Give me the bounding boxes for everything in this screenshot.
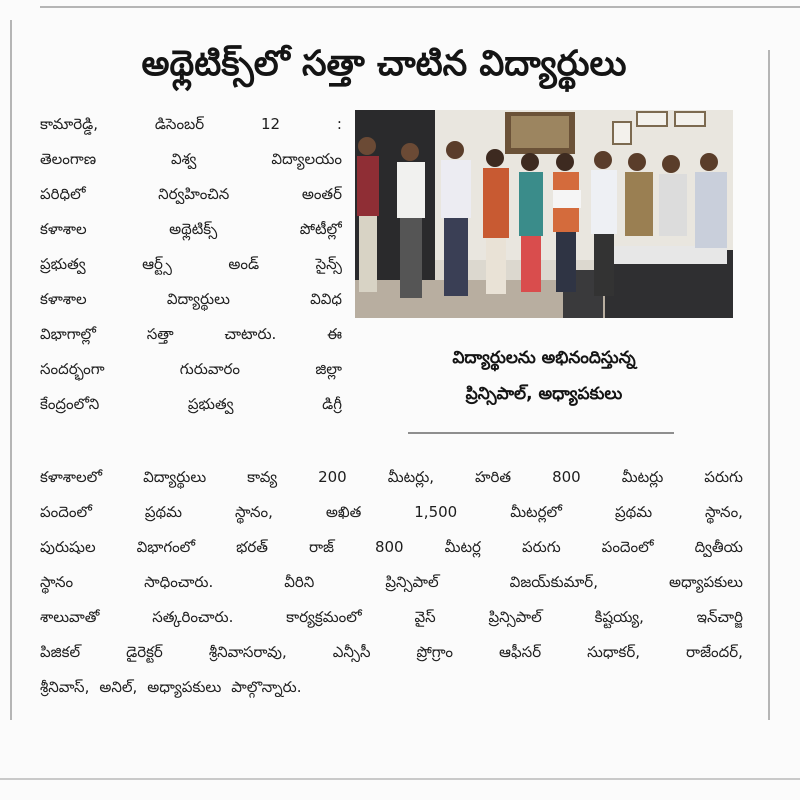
body-word: సైన్స్ bbox=[315, 255, 342, 273]
body-word: పరుగు bbox=[704, 468, 743, 486]
body-word: పాల్గొన్నారు. bbox=[231, 678, 302, 696]
body-word: సాధించారు. bbox=[144, 573, 214, 591]
body-word: కళాశాల bbox=[40, 290, 87, 308]
body-word: కావ్య bbox=[247, 468, 278, 486]
body-word: కేంద్రంలోని bbox=[40, 395, 100, 413]
body-word: ఈ bbox=[327, 325, 342, 343]
body-word: సత్కరించారు. bbox=[152, 608, 234, 626]
body-word: కార్యక్రమంలో bbox=[286, 608, 362, 626]
body-word: విభాగంలో bbox=[136, 538, 196, 556]
headline: అథ్లెటిక్స్‌లో సత్తా చాటిన విద్యార్థులు bbox=[141, 44, 627, 84]
body-text-line bbox=[40, 212, 342, 247]
body-text-line bbox=[40, 282, 342, 317]
body-text-line bbox=[40, 460, 743, 495]
body-word: పరుగు bbox=[521, 538, 561, 556]
body-word: నిర్వహించిన bbox=[158, 185, 230, 203]
body-word: వైస్ bbox=[414, 608, 436, 626]
body-word: స్థానం, bbox=[234, 503, 273, 521]
body-word: ఎన్సీసీ bbox=[332, 643, 371, 661]
body-word: 200 bbox=[318, 468, 347, 486]
body-word: శ్రీనివాసరావు, bbox=[208, 643, 287, 661]
body-text-line bbox=[40, 670, 743, 705]
body-word: రాజ్ bbox=[308, 538, 334, 556]
body-word: హరిత bbox=[475, 468, 512, 486]
photo-caption-line-1: విద్యార్థులను అభినందిస్తున్న bbox=[452, 348, 636, 368]
body-word: కళాశాల bbox=[40, 220, 87, 238]
body-word: 1,500 bbox=[414, 503, 458, 521]
body-word: జిల్లా bbox=[315, 360, 342, 378]
body-word: అధ్యాపకులు bbox=[668, 573, 743, 591]
body-text-line bbox=[40, 495, 743, 530]
body-word: పురుషుల bbox=[40, 538, 96, 556]
body-word: వివిధ bbox=[310, 290, 342, 308]
body-word: అనిల్, bbox=[99, 678, 138, 696]
body-text-line bbox=[40, 600, 743, 635]
body-word: పందెంలో bbox=[601, 538, 654, 556]
body-word: మీటర్ల bbox=[444, 538, 481, 556]
body-word: ద్వితీయ bbox=[694, 538, 743, 556]
body-word: చాటారు. bbox=[224, 325, 277, 343]
body-word: అధ్యాపకులు bbox=[147, 678, 222, 696]
body-word: శ్రీనివాస్, bbox=[40, 678, 90, 696]
body-word: కిష్టయ్య, bbox=[594, 608, 644, 626]
body-text-line bbox=[40, 565, 743, 600]
right-column-rule bbox=[768, 50, 770, 720]
body-word: విశ్వ bbox=[171, 150, 197, 168]
body-word: భరత్ bbox=[236, 538, 268, 556]
body-word: ఆఫీసర్ bbox=[499, 643, 542, 661]
body-word: విద్యార్థులు bbox=[166, 290, 230, 308]
body-word: : bbox=[336, 115, 342, 133]
body-word: పోటీల్లో bbox=[299, 220, 342, 238]
body-word: కళాశాలలో bbox=[40, 468, 103, 486]
news-photo bbox=[355, 110, 733, 318]
body-word: వీరిని bbox=[284, 573, 315, 591]
body-word: డిసెంబర్ bbox=[154, 115, 205, 133]
body-text-line bbox=[40, 387, 342, 422]
body-word: గురువారం bbox=[179, 360, 241, 378]
body-word: పిజికల్ bbox=[40, 643, 81, 661]
body-word: శాలువాతో bbox=[40, 608, 100, 626]
bottom-rule bbox=[0, 778, 800, 780]
group-photo-illustration bbox=[355, 110, 733, 318]
body-word: ప్రథమ bbox=[144, 503, 183, 521]
body-word: స్థానం, bbox=[705, 503, 743, 521]
body-word: విభాగాల్లో bbox=[40, 325, 96, 343]
body-text-line bbox=[40, 107, 342, 142]
body-word: ప్రోగ్రాం bbox=[416, 643, 454, 661]
body-word: కామారెడ్డి, bbox=[40, 115, 98, 133]
body-text-line bbox=[40, 352, 342, 387]
body-word: మీటర్లు, bbox=[387, 468, 435, 486]
body-word: ప్రిన్సిపాల్ bbox=[385, 573, 439, 591]
body-word: అథ్లెటిక్స్ bbox=[169, 220, 218, 238]
body-word: ప్రథమ bbox=[614, 503, 653, 521]
body-word: 800 bbox=[552, 468, 581, 486]
body-word: విజయ్‌కుమార్, bbox=[509, 573, 598, 591]
body-word: డిగ్రీ bbox=[322, 395, 342, 413]
body-word: 800 bbox=[374, 538, 404, 556]
body-word: మీటర్లు bbox=[621, 468, 664, 486]
body-word: 12 bbox=[261, 115, 281, 133]
left-column-rule bbox=[10, 20, 12, 720]
body-word: పందెంలో bbox=[40, 503, 92, 521]
body-word: ప్రభుత్వ bbox=[40, 255, 86, 273]
body-text-line bbox=[40, 317, 342, 352]
body-word: రాజేందర్, bbox=[686, 643, 743, 661]
body-text-line bbox=[40, 247, 342, 282]
body-word: ఆర్ట్స్ bbox=[142, 255, 172, 273]
body-word: విద్యార్థులు bbox=[143, 468, 207, 486]
body-word: విద్యాలయం bbox=[271, 150, 342, 168]
body-word: అఖిత bbox=[325, 503, 362, 521]
body-word: ప్రభుత్వ bbox=[187, 395, 234, 413]
body-word: అండ్ bbox=[228, 255, 260, 273]
photo-caption-line-2: ప్రిన్సిపాల్, అధ్యాపకులు bbox=[465, 384, 623, 404]
body-word: స్థానం bbox=[40, 573, 74, 591]
body-word: సుధాకర్, bbox=[587, 643, 641, 661]
body-word: పరిధిలో bbox=[40, 185, 86, 203]
body-text-line bbox=[40, 635, 743, 670]
body-word: సందర్భంగా bbox=[40, 360, 105, 378]
body-word: ప్రిన్సిపాల్ bbox=[488, 608, 542, 626]
body-text-line bbox=[40, 142, 342, 177]
body-word: అంతర్ bbox=[301, 185, 342, 203]
body-word: డైరెక్టర్ bbox=[126, 643, 163, 661]
body-word: మీటర్లలో bbox=[510, 503, 562, 521]
body-text-line bbox=[40, 530, 743, 565]
body-word: తెలంగాణ bbox=[40, 150, 97, 168]
top-rule bbox=[40, 6, 800, 8]
body-word: ఇన్‌చార్జి bbox=[696, 608, 743, 626]
body-word: సత్తా bbox=[146, 325, 174, 343]
body-text-line bbox=[40, 177, 342, 212]
caption-divider bbox=[408, 432, 674, 434]
